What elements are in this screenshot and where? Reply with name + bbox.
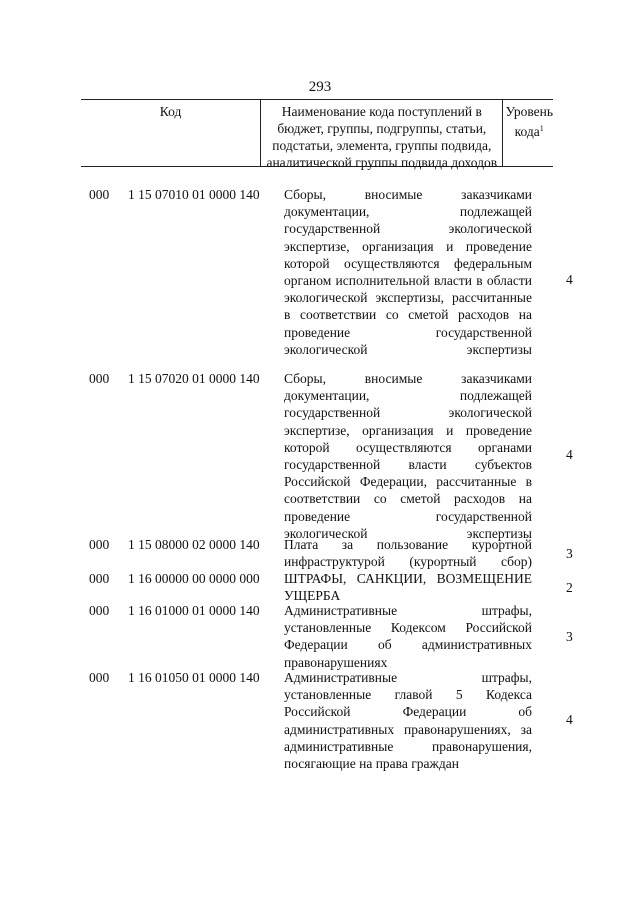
page-number: 293 <box>308 79 332 95</box>
header-level <box>503 100 553 166</box>
header-code: Код <box>81 100 261 166</box>
revenue-name: Административные штрафы, установленные Кодексом Российской Федерации об административных правонарушениях <box>284 603 532 670</box>
revenue-code: 1 15 08000 02 0000 140 <box>128 537 260 552</box>
level-value: 4 <box>566 447 573 462</box>
admin-code: 000 <box>89 571 110 586</box>
admin-code: 000 <box>89 670 110 685</box>
header-name: Наименование кода поступлений в бюджет, группы, подгруппы, статьи, подстатьи, элемента, группы подвида, аналитической группы подвида доходов <box>261 100 503 166</box>
revenue-code: 1 16 01050 01 0000 140 <box>128 670 260 685</box>
admin-code: 000 <box>89 537 110 552</box>
revenue-name: Плата за пользование курортной инфраструктурой (курортный сбор) <box>284 537 532 570</box>
admin-code: 000 <box>89 187 110 202</box>
revenue-code: 1 16 01000 01 0000 140 <box>128 603 260 618</box>
level-value: 4 <box>566 712 573 727</box>
footnote-marker: 1 <box>539 124 544 133</box>
revenue-name: ШТРАФЫ, САНКЦИИ, ВОЗМЕЩЕНИЕ УЩЕРБА <box>284 571 532 604</box>
level-value: 3 <box>566 546 573 561</box>
revenue-name: Сборы, вносимые заказчиками документации, подлежащей государственной экологической экспертизе, организация и проведение которой осуществляются федеральным органом исполнительной власти в области экологической экспертизы, рассчитанные в соответствии со сметой расходов на проведение государственной экологической экспертизы <box>284 187 532 357</box>
header-level-label: Уровень кода <box>505 104 553 139</box>
level-value: 4 <box>566 272 573 287</box>
level-value: 2 <box>566 580 573 595</box>
revenue-name: Сборы, вносимые заказчиками документации, подлежащей государственной экологической экспертизе, организация и проведение которой осуществляются органами государственной власти субъектов Российской Федерации, рассчитанные в соответствии со сметой расходов на проведение государственной экологической экспертизы <box>284 371 532 541</box>
revenue-name: Административные штрафы, установленные главой 5 Кодекса Российской Федерации об административных правонарушениях, за административные правонарушения, посягающие на права граждан <box>284 670 532 772</box>
revenue-code: 1 15 07020 01 0000 140 <box>128 371 260 386</box>
table-header <box>81 99 553 170</box>
admin-code: 000 <box>89 603 110 618</box>
level-value: 3 <box>566 629 573 644</box>
revenue-code: 1 16 00000 00 0000 000 <box>128 571 260 586</box>
admin-code: 000 <box>89 371 110 386</box>
revenue-code: 1 15 07010 01 0000 140 <box>128 187 260 202</box>
